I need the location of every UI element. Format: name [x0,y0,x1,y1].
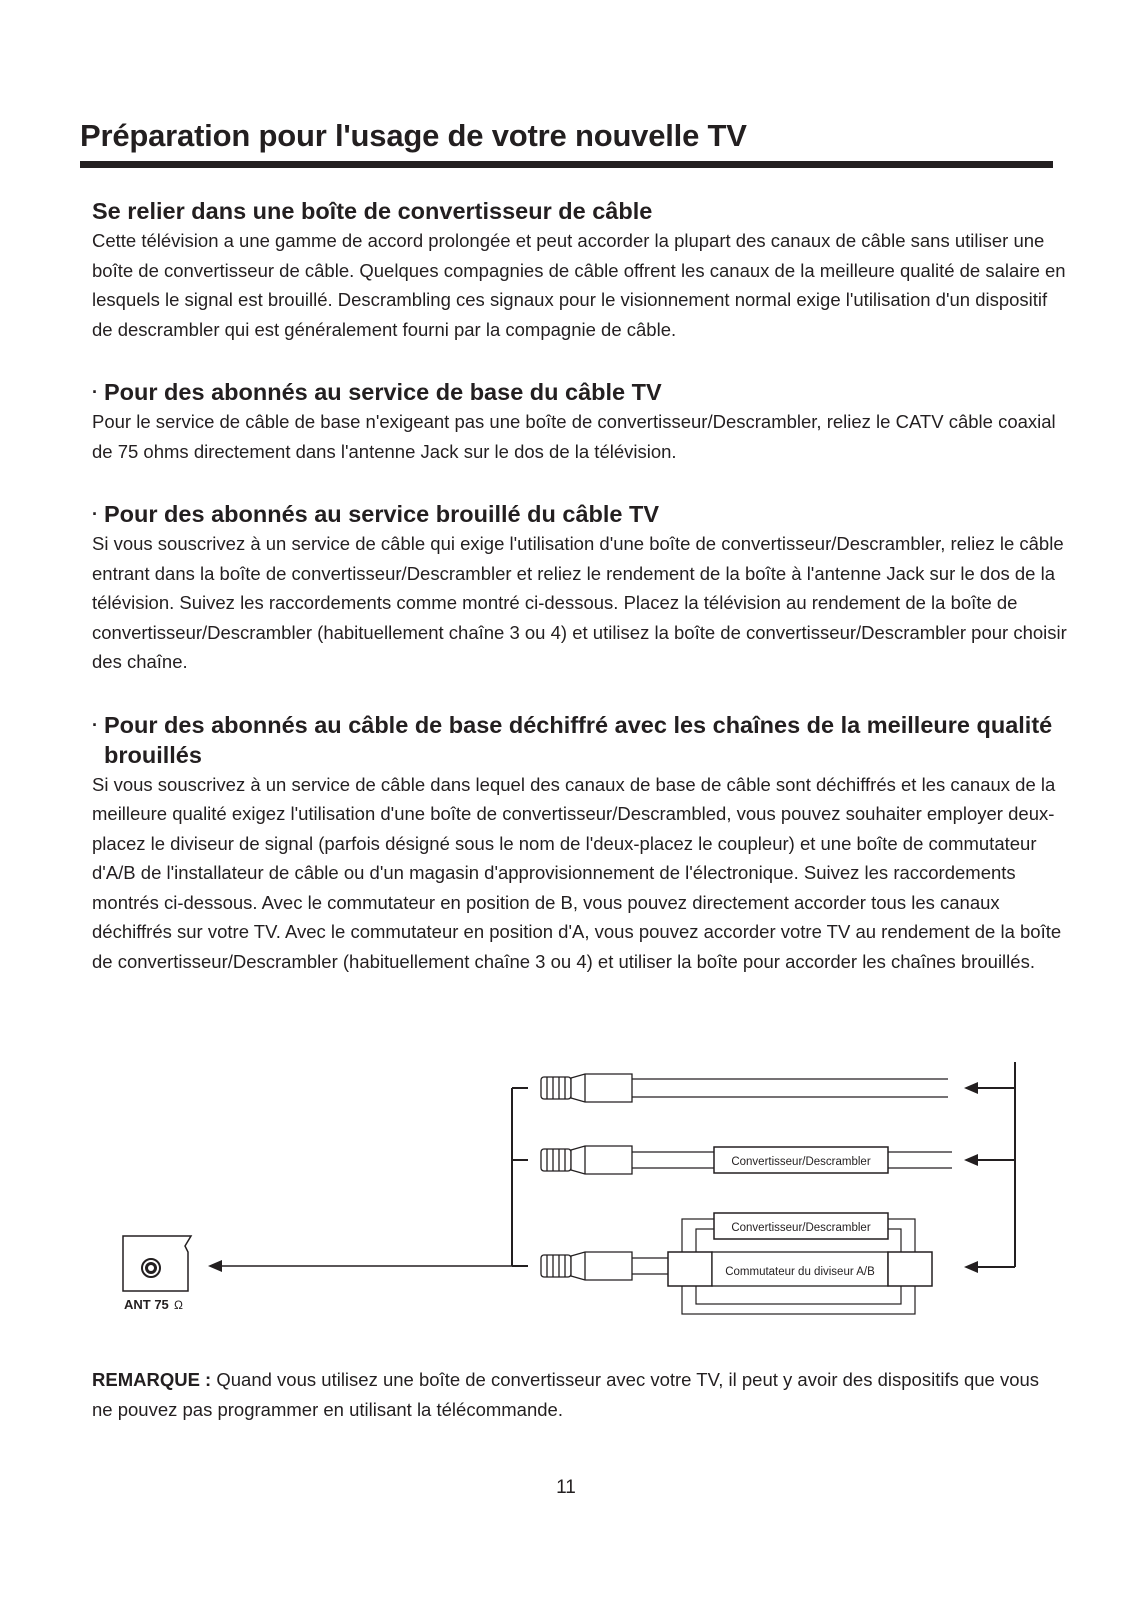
splitter-box [668,1252,712,1286]
arrow-icon [964,1261,978,1273]
bullet-dot: · [92,714,98,735]
switch-label: Commutateur du diviseur A/B [725,1266,875,1278]
section-converter [92,196,1072,344]
section-body: Pour le service de câble de base n'exigeant pas une boîte de convertisseur/Descrambler, reliez le CATV câble coaxial de 75 ohms directement dans l'antenne Jack sur le dos de la télévision. [92,411,1056,462]
title-rule [80,161,1053,168]
content [92,196,1072,976]
remark-text: Quand vous utilisez une boîte de convertisseur avec votre TV, il peut y avoir des dispositifs que vous ne pouvez pas programmer en utilisant la télécommande. [92,1369,1040,1420]
ant-label: ANT 75 [124,1297,169,1312]
section-heading [92,377,1072,407]
coax-connector-icon [541,1146,632,1174]
section-scrambled-cable [92,499,1072,677]
antenna-arrow [208,1260,512,1272]
section-body: Cette télévision a une gamme de accord prolongée et peut accorder la plupart des canaux de câble sans utiliser une boîte de convertisseur de câble. Quelques compagnies de câble offrent les canaux de la meilleure qualité de salaire en lesquels le signal est brouillé. Descrambling ces signaux pour le visionnement normal exige l'utilisation d'un dispositif de descrambler qui est généralement fourni par la compagnie de câble. [92,230,1066,340]
section-basic-cable [92,377,1072,466]
bullet-dot: · [92,504,98,524]
remark-label: REMARQUE : [92,1369,212,1390]
converter-label: Convertisseur/Descrambler [731,1156,871,1168]
section-heading-text: Pour des abonnés au service de base du câble TV [104,379,662,405]
page-number: 11 [556,1477,576,1498]
coax-connector-icon [541,1074,632,1102]
section-premium-cable [92,710,1072,977]
section-heading-text: Pour des abonnés au câble de base déchiffré avec les chaînes de la meilleure qualité brouillés [104,711,1053,768]
bullet-dot: · [92,382,98,402]
section-heading: Se relier dans une boîte de convertisseur de câble [92,198,653,224]
section-body: Si vous souscrivez à un service de câble qui exige l'utilisation d'une boîte de convertisseur/Descrambler, reliez le câble entrant dans la boîte de convertisseur/Descrambler et reliez le rendement de la boîte à l'antenne Jack sur le dos de la télévision. Suivez les raccordements comme montré ci-dessous. Placez la télévision au rendement de la boîte de convertisseur/Descrambler (habituellement chaîne 3 ou 4) et utilisez la boîte de convertisseur/Descrambler pour choisir des chaîne. [92,533,1067,672]
antenna-jack-icon [123,1236,191,1291]
remark [92,1365,1052,1424]
section-heading-text: Pour des abonnés au service brouillé du câble TV [104,501,660,527]
ab-switch-box [888,1252,932,1286]
arrow-icon [964,1154,978,1166]
converter-label: Convertisseur/Descrambler [731,1222,871,1234]
cable-direct [632,1079,948,1097]
arrow-icon [964,1082,978,1094]
right-bracket [974,1062,1015,1267]
left-bracket [512,1088,528,1266]
page-title: Préparation pour l'usage de votre nouvelle TV [80,118,747,153]
section-heading [92,499,1072,529]
section-body: Si vous souscrivez à un service de câble dans lequel des canaux de base de câble sont déchiffrés et les canaux de la meilleure qualité exigez l'utilisation d'une boîte de convertisseur/Descrambled, vous pouvez souhaiter employer deux-placez le diviseur de signal (parfois désigné sous le nom de l'deux-placez le coupleur) et une boîte de commutateur d'A/B de l'installateur de câble ou d'un magasin d'approvisionnement de l'électronique. Suivez les raccordements montrés ci-dessous. Avec le commutateur en position de B, vous pouvez directement accorder tous les canaux déchiffrés sur votre TV. Avec le commutateur en position d'A, vous pouvez accorder votre TV au rendement de la boîte de convertisseur/Descrambler (habituellement chaîne 3 ou 4) et utiliser la boîte pour accorder les chaînes brouillés. [92,773,1062,972]
section-heading [92,710,1072,770]
coax-connector-icon [541,1252,632,1280]
ohm-symbol: Ω [174,1298,183,1312]
